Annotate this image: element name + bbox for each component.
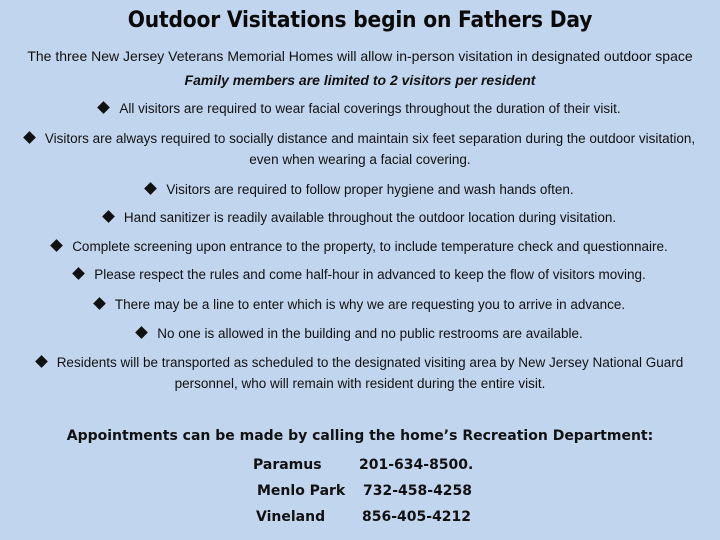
rule-item [0,98,720,119]
diamond-bullet-icon [72,267,85,280]
rule-item [0,352,720,394]
rule-text: There may be a line to enter which is why we are requesting you to arrive in advance. [114,297,626,312]
rule-text: Residents will be transported as scheduled to the designated visiting area by New Jersey National Guard [56,355,684,370]
diamond-bullet-icon [50,239,63,252]
diamond-bullet-icon [102,210,115,223]
rule-text: Hand sanitizer is readily available throughout the outdoor location during visitation. [123,210,617,225]
rule-item [0,207,720,228]
rule-text: All visitors are required to wear facial coverings throughout the duration of their visit. [119,101,621,116]
home-name-vineland: Vineland [256,509,326,525]
diamond-bullet-icon [93,297,106,310]
rule-text: Complete screening upon entrance to the property, to include temperature check and questionnaire. [72,239,668,254]
rule-item [0,323,720,344]
home-name-paramus: Paramus [253,457,322,473]
visitor-limit-notice: Family members are limited to 2 visitors per resident [184,72,536,88]
rule-item [0,264,720,285]
rule-text-continued: even when wearing a facial covering. [249,152,471,167]
home-name-menlo-park: Menlo Park [257,483,346,499]
diamond-bullet-icon [23,131,36,144]
diamond-bullet-icon [145,182,158,195]
rule-text: Visitors are required to follow proper hygiene and wash hands often. [166,182,574,197]
rule-item [0,128,720,170]
appointments-heading: Appointments can be made by calling the home’s Recreation Department: [66,428,654,444]
rule-text: Visitors are always required to socially distance and maintain six feet separation during the outdoor visitation, [44,131,696,146]
home-phone-paramus: 201-634-8500. [359,457,474,473]
rule-text-continued: personnel, who will remain with resident during the entire visit. [174,376,546,391]
rule-text: Please respect the rules and come half-hour in advanced to keep the flow of visitors moving. [94,267,646,282]
rule-item [0,179,720,200]
rule-text: No one is allowed in the building and no public restrooms are available. [157,326,583,341]
diamond-bullet-icon [98,101,111,114]
intro-text: The three New Jersey Veterans Memorial Homes will allow in-person visitation in designated outdoor space [27,48,693,64]
rule-item [0,294,720,315]
home-phone-vineland: 856-405-4212 [362,509,472,525]
diamond-bullet-icon [35,355,48,368]
rule-item [0,236,720,257]
page-title: Outdoor Visitations begin on Fathers Day [127,8,593,33]
home-phone-menlo-park: 732-458-4258 [363,483,473,499]
diamond-bullet-icon [135,326,148,339]
